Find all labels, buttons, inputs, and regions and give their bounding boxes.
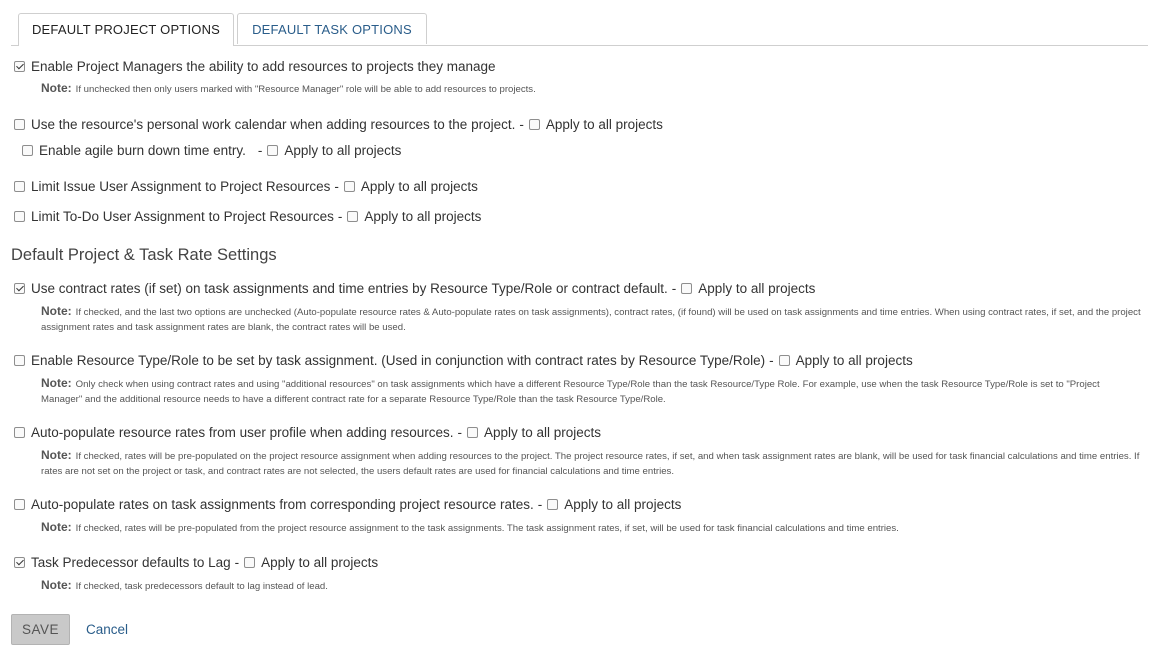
pm-add-resources-checkbox[interactable] (14, 61, 25, 72)
apply-all-label: Apply to all projects (564, 496, 682, 512)
auto-resource-rates-apply-all-checkbox[interactable] (467, 427, 478, 438)
personal-calendar-apply-all-checkbox[interactable] (529, 119, 540, 130)
personal-calendar-checkbox[interactable] (14, 119, 25, 130)
tab-default-project-options[interactable]: DEFAULT PROJECT OPTIONS (18, 13, 234, 46)
note-text: If checked, rates will be pre-populated from the project resource assignment to the task assignments. The task assignment rates, if set, will be used for task financial calculations and time entries. (75, 523, 899, 534)
option-limit-todo (14, 207, 481, 225)
note-label: Note: (41, 448, 72, 462)
save-button[interactable]: SAVE (11, 614, 70, 645)
apply-all-label: Apply to all projects (360, 178, 478, 194)
contract-rates-checkbox[interactable] (14, 283, 25, 294)
note-text: If unchecked then only users marked with "Resource Manager" role will be able to add resources to projects. (75, 84, 536, 95)
predecessor-lag-apply-all-checkbox[interactable] (244, 557, 255, 568)
auto-task-rates-apply-all-checkbox[interactable] (547, 499, 558, 510)
separator: - (334, 178, 339, 194)
auto-task-rates-checkbox[interactable] (14, 499, 25, 510)
agile-burn-down-label: Enable agile burn down time entry. (39, 142, 246, 158)
apply-all-label: Apply to all projects (795, 352, 913, 368)
option-limit-issue (14, 177, 478, 195)
predecessor-lag-checkbox[interactable] (14, 557, 25, 568)
apply-all-label: Apply to all projects (284, 142, 402, 158)
apply-all-label: Apply to all projects (698, 280, 816, 296)
limit-todo-apply-all-checkbox[interactable] (347, 211, 358, 222)
option-agile-burn-down (22, 141, 401, 159)
note-text: If checked, rates will be pre-populated on the project resource assignment when adding resources to the project. The project resource rates, if set, and when task assignment rates are blank, will be used for task financial calculations and time entries. If rates are not set on the project or task, and contract rates are not selected, the users default rates are used for financial calculations and time entries. (41, 451, 1140, 477)
separator: - (234, 554, 240, 570)
limit-issue-checkbox[interactable] (14, 181, 25, 192)
agile-burn-down-checkbox[interactable] (22, 145, 33, 156)
limit-todo-label: Limit To-Do User Assignment to Project Resources (31, 208, 334, 224)
auto-task-rates-note (41, 520, 1141, 536)
note-label: Note: (41, 304, 72, 318)
auto-resource-rates-checkbox[interactable] (14, 427, 25, 438)
note-label: Note: (41, 81, 72, 95)
pm-add-resources-note (41, 81, 1141, 97)
limit-issue-label: Limit Issue User Assignment to Project Resources (31, 178, 331, 194)
limit-todo-checkbox[interactable] (14, 211, 25, 222)
option-pm-add-resources (14, 57, 496, 75)
limit-issue-apply-all-checkbox[interactable] (344, 181, 355, 192)
role-by-assignment-note (41, 376, 1141, 407)
auto-resource-rates-note (41, 448, 1141, 479)
option-predecessor-lag (14, 553, 378, 571)
separator: - (337, 208, 343, 224)
predecessor-lag-label: Task Predecessor defaults to Lag (31, 554, 231, 570)
note-text: If checked, task predecessors default to lag instead of lead. (75, 581, 328, 592)
personal-calendar-label: Use the resource's personal work calendar when adding resources to the project. (31, 116, 516, 132)
predecessor-lag-note (41, 578, 1141, 594)
apply-all-label: Apply to all projects (364, 208, 482, 224)
tab-default-task-options[interactable]: DEFAULT TASK OPTIONS (237, 13, 427, 44)
separator: - (519, 116, 524, 132)
contract-rates-note (41, 304, 1141, 335)
apply-all-label: Apply to all projects (483, 424, 602, 440)
separator: - (457, 424, 462, 440)
apply-all-label: Apply to all projects (261, 554, 379, 570)
auto-task-rates-label: Auto-populate rates on task assignments from corresponding project resource rates. (31, 496, 534, 512)
option-auto-resource-rates (14, 423, 601, 441)
auto-resource-rates-label: Auto-populate resource rates from user profile when adding resources. (31, 424, 454, 440)
pm-add-resources-label: Enable Project Managers the ability to add resources to projects they manage (31, 58, 496, 74)
cancel-link[interactable]: Cancel (86, 622, 129, 637)
note-label: Note: (41, 578, 72, 592)
contract-rates-apply-all-checkbox[interactable] (681, 283, 692, 294)
option-auto-task-rates (14, 495, 681, 513)
option-contract-rates (14, 279, 815, 297)
tab-bar (11, 13, 1148, 46)
option-role-by-assignment (14, 351, 913, 369)
note-text: If checked, and the last two options are unchecked (Auto-populate resource rates & Auto-populate rates on task assignments), contract rates, (if found) will be used on task assignments and time entries. When using contract rates, if set, and the project assignment rates and task assignment rates are blank, the contract rates will be used. (41, 307, 1141, 333)
role-by-assignment-apply-all-checkbox[interactable] (779, 355, 790, 366)
separator: - (671, 280, 677, 296)
option-personal-calendar (14, 115, 663, 133)
role-by-assignment-label: Enable Resource Type/Role to be set by task assignment. (Used in conjunction with contract rates by Resource Type/Role) (31, 352, 766, 368)
separator: - (769, 352, 774, 368)
note-label: Note: (41, 376, 72, 390)
contract-rates-label: Use contract rates (if set) on task assignments and time entries by Resource Type/Role or contract default. (31, 280, 668, 296)
separator: - (257, 142, 263, 158)
role-by-assignment-checkbox[interactable] (14, 355, 25, 366)
apply-all-label: Apply to all projects (545, 116, 663, 132)
separator: - (537, 496, 543, 512)
agile-burn-down-apply-all-checkbox[interactable] (267, 145, 278, 156)
note-text: Only check when using contract rates and using "additional resources" on task assignments which have a different Resource Type/Role than the task Resource/Type Role. For example, use when the task Resource Type/Role is set to "Project Manager" and the additional resource needs to have a different contract rate for a separate Resource Type/Role than the task Resource Type/Role. (41, 379, 1100, 405)
rate-settings-heading: Default Project & Task Rate Settings (11, 246, 277, 264)
note-label: Note: (41, 520, 72, 534)
